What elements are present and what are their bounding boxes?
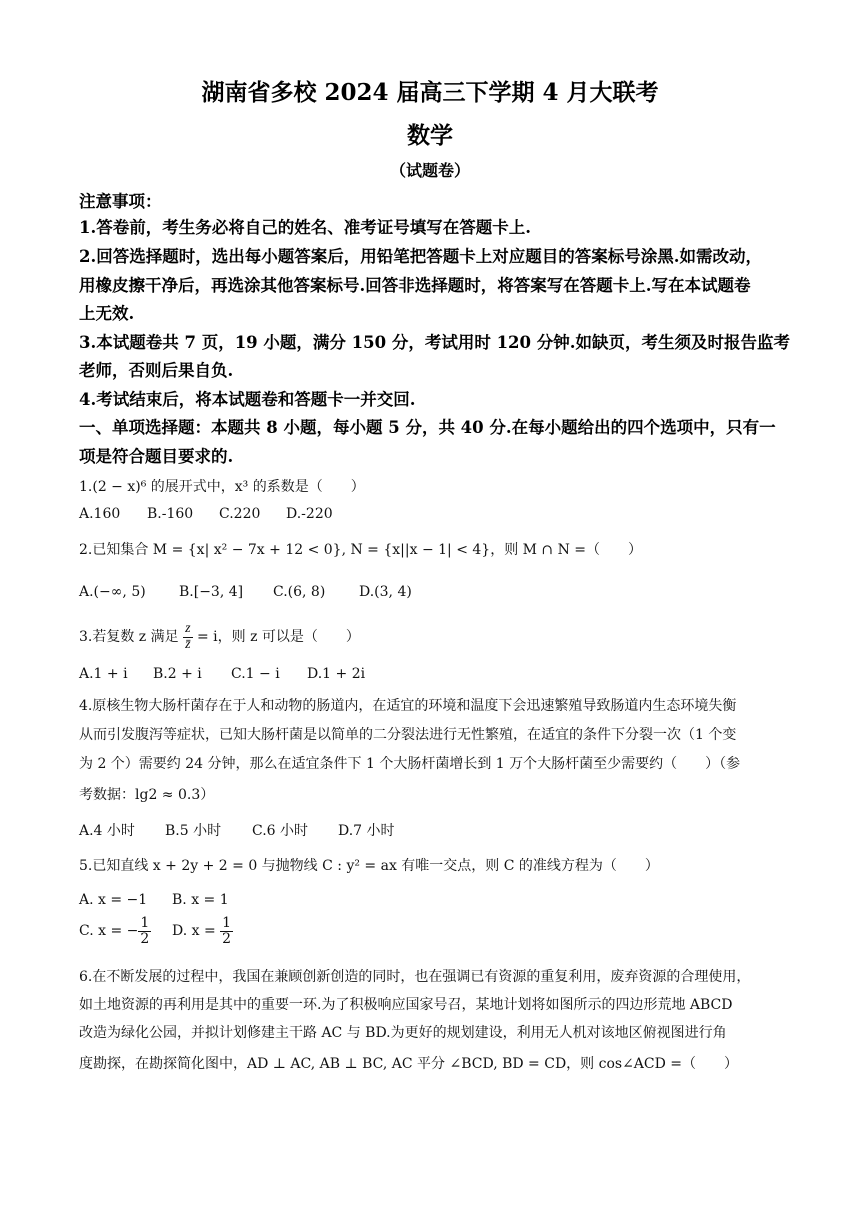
question-4-line-4: 考数据：lg2 ≈ 0.3） bbox=[79, 787, 215, 803]
q3-option-a: A.1 + i bbox=[79, 666, 128, 682]
section-1-header-line-2: 项是符合题目要求的. bbox=[79, 447, 234, 466]
q1-option-d: D.-220 bbox=[286, 506, 333, 522]
question-2-stem: 2.已知集合 M = {x| x² − 7x + 12 < 0}, N = {x||x − 1| < 4}，则 M ∩ N =（ ） bbox=[79, 542, 643, 558]
q5-option-c-fraction bbox=[138, 916, 151, 946]
subject-title: 数学 bbox=[407, 122, 453, 149]
q5-c-denominator: 2 bbox=[140, 930, 150, 947]
q5-option-d bbox=[172, 916, 233, 946]
q5-c-numerator: 1 bbox=[140, 915, 150, 931]
q4-option-d: D.7 小时 bbox=[338, 823, 395, 839]
q4-option-a: A.4 小时 bbox=[79, 823, 135, 839]
note-3-line-1: 3.本试题卷共 7 页，19 小题，满分 150 分，考试用时 120 分钟.如缺页，考生须及时报告监考 bbox=[79, 333, 791, 352]
section-1-header-line-1: 一、单项选择题：本题共 8 小题，每小题 5 分，共 40 分.在每小题给出的四个选项中，只有一 bbox=[79, 418, 776, 437]
question-6-line-1: 6.在不断发展的过程中，我国在兼顾创新创造的同时，也在强调已有资源的重复利用，废弃资源的合理使用， bbox=[79, 969, 751, 985]
q3-option-c: C.1 − i bbox=[231, 666, 280, 682]
q3-stem-suffix: = i，则 z 可以是（ ） bbox=[197, 629, 360, 646]
question-3-options bbox=[79, 666, 365, 682]
q3-option-b: B.2 + i bbox=[153, 666, 202, 682]
exam-title: 湖南省多校 2024 届高三下学期 4 月大联考 bbox=[201, 79, 659, 106]
q4-option-c: C.6 小时 bbox=[252, 823, 309, 839]
question-2-options bbox=[79, 584, 412, 600]
q5-option-b: B. x = 1 bbox=[172, 892, 229, 908]
q2-option-a: A.(−∞, 5) bbox=[79, 584, 146, 600]
question-4-line-1: 4.原核生物大肠杆菌存在于人和动物的肠道内，在适宜的环境和温度下会迅速繁殖导致肠道内生态环境失衡 bbox=[79, 698, 737, 714]
q5-option-a: A. x = −1 bbox=[79, 892, 148, 908]
q5-option-d-label: D. x = bbox=[172, 923, 216, 940]
q3-frac-numerator: z bbox=[185, 621, 191, 636]
question-6-line-3: 改造为绿化公园，并拟计划修建主干路 AC 与 BD.为更好的规划建设，利用无人机对该地区俯视图进行角 bbox=[79, 1025, 727, 1041]
question-5-stem: 5.已知直线 x + 2y + 2 = 0 与抛物线 C : y² = ax 有唯一交点，则 C 的准线方程为（ ） bbox=[79, 858, 659, 874]
question-6-line-4: 度勘探，在勘探简化图中，AD ⊥ AC, AB ⊥ BC, AC 平分 ∠BCD, BD = CD，则 cos∠ACD =（ ） bbox=[79, 1056, 739, 1072]
q2-option-d: D.(3, 4) bbox=[359, 584, 412, 600]
question-4-line-3: 为 2 个）需要约 24 分钟，那么在适宜条件下 1 个大肠杆菌增长到 1 万个大肠杆菌至少需要约（ ）（参 bbox=[79, 756, 741, 772]
q5-option-c-label: C. x = − bbox=[79, 923, 139, 940]
note-3-line-2: 老师，否则后果自负. bbox=[79, 361, 234, 380]
exam-subtitle: （试题卷） bbox=[389, 161, 470, 180]
q1-option-b: B.-160 bbox=[147, 506, 194, 522]
q5-option-d-fraction bbox=[220, 916, 233, 946]
question-3-stem bbox=[79, 622, 360, 652]
note-2-line-2: 用橡皮擦干净后，再选涂其他答案标号.回答非选择题时，将答案写在答题卡上.写在本试题卷 bbox=[79, 276, 751, 295]
note-2-line-3: 上无效. bbox=[79, 304, 135, 323]
note-4: 4.考试结束后，将本试题卷和答题卡一并交回. bbox=[79, 390, 416, 409]
q3-frac-denominator: z̄ bbox=[185, 636, 191, 652]
q3-fraction bbox=[183, 622, 192, 652]
question-4-line-2: 从而引发腹泻等症状，已知大肠杆菌是以简单的二分裂法进行无性繁殖，在适宜的条件下分裂一次（1 个变 bbox=[79, 727, 737, 743]
q4-option-b: B.5 小时 bbox=[165, 823, 222, 839]
q2-option-c: C.(6, 8) bbox=[273, 584, 326, 600]
q1-option-a: A.160 bbox=[79, 506, 121, 522]
question-1-options bbox=[79, 506, 333, 522]
q3-option-d: D.1 + 2i bbox=[307, 666, 366, 682]
q5-option-c bbox=[79, 916, 172, 946]
notes-heading: 注意事项： bbox=[79, 192, 162, 211]
q1-option-c: C.220 bbox=[219, 506, 261, 522]
question-5-options-ab bbox=[79, 892, 229, 908]
note-1: 1.答卷前，考生务必将自己的姓名、准考证号填写在答题卡上. bbox=[79, 218, 531, 237]
q5-d-numerator: 1 bbox=[222, 915, 232, 931]
question-4-options bbox=[79, 820, 395, 840]
question-1-stem: 1.(2 − x)⁶ 的展开式中，x³ 的系数是（ ） bbox=[79, 479, 365, 495]
q3-stem-prefix: 3.若复数 z 满足 bbox=[79, 629, 179, 646]
q5-d-denominator: 2 bbox=[222, 930, 232, 947]
note-2-line-1: 2.回答选择题时，选出每小题答案后，用铅笔把答题卡上对应题目的答案标号涂黑.如需改动， bbox=[79, 247, 762, 266]
q2-option-b: B.[−3, 4] bbox=[179, 584, 244, 600]
question-6-line-2: 如土地资源的再利用是其中的重要一环.为了积极响应国家号召，某地计划将如图所示的四边形荒地 ABCD bbox=[79, 997, 733, 1013]
question-5-options-cd bbox=[79, 916, 233, 946]
